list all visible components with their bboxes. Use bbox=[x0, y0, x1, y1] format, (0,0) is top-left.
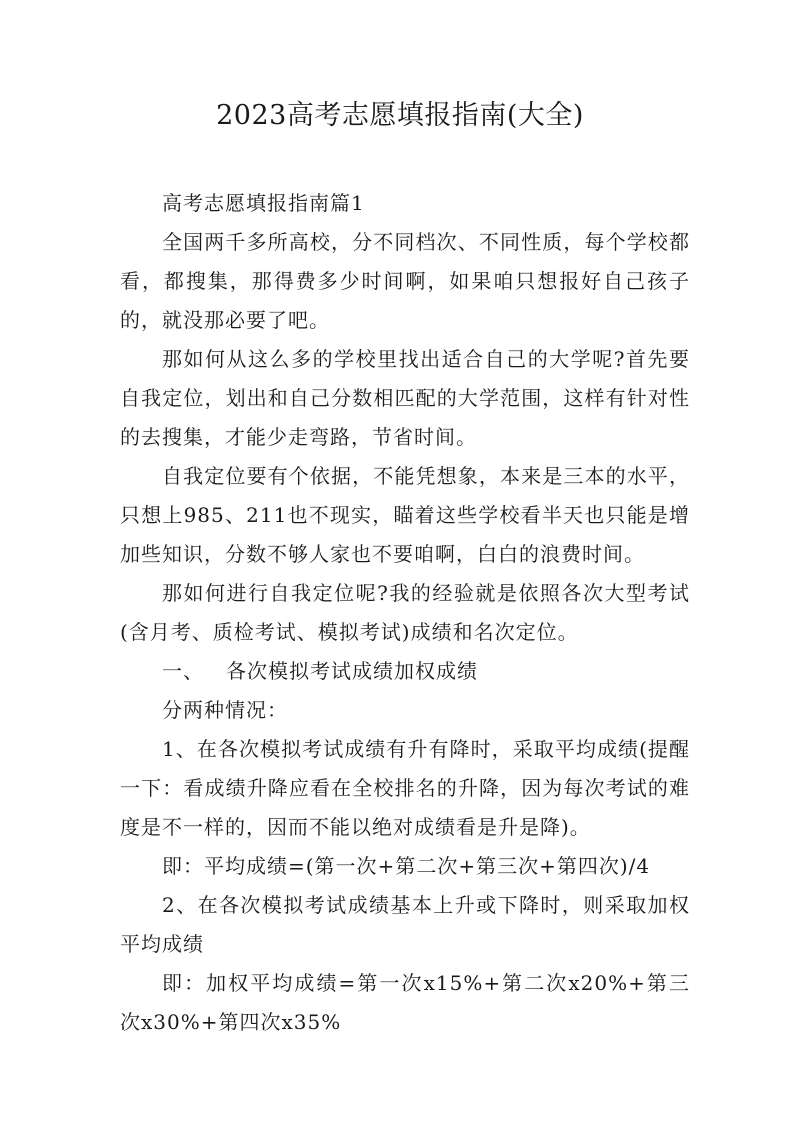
two-cases-label: 分两种情况： bbox=[162, 698, 288, 722]
case-1-paragraph: 1、在各次模拟考试成绩有升有降时，采取平均成绩(提醒一下：看成绩升降应看在全校排名的升降，因为每次考试的难度是不一样的，因而不能以绝对成绩看是升是降)。 bbox=[120, 737, 690, 839]
list-item-text: 各次模拟考试成绩加权成绩 bbox=[226, 659, 478, 683]
case-1-formula: 即：平均成绩=(第一次+第二次+第三次+第四次)/4 bbox=[162, 854, 651, 878]
paragraph: 全国两千多所高校，分不同档次、不同性质，每个学校都看，都搜集，那得费多少时间啊，如果咱只想报好自己孩子的，就没那必要了吧。 bbox=[120, 230, 690, 332]
case-2-formula: 即：加权平均成绩=第一次x15%+第二次x20%+第三次x30%+第四次x35% bbox=[120, 971, 690, 1034]
case-2-paragraph: 2、在各次模拟考试成绩基本上升或下降时，则采取加权平均成绩 bbox=[120, 893, 690, 956]
paragraph: 那如何从这么多的学校里找出适合自己的大学呢?首先要自我定位，划出和自己分数相匹配的大学范围，这样有针对性的去搜集，才能少走弯路，节省时间。 bbox=[120, 347, 690, 449]
document-title: 2023高考志愿填报指南(大全) bbox=[216, 100, 584, 131]
section-heading: 高考志愿填报指南篇1 bbox=[162, 191, 365, 215]
document-body bbox=[120, 184, 690, 1042]
list-marker: 一、 bbox=[162, 659, 204, 683]
list-item-heading bbox=[120, 652, 690, 691]
paragraph: 那如何进行自我定位呢?我的经验就是依照各次大型考试(含月考、质检考试、模拟考试)成绩和名次定位。 bbox=[120, 581, 690, 644]
paragraph: 自我定位要有个依据，不能凭想象，本来是三本的水平，只想上985、211也不现实，瞄着这些学校看半天也只能是增加些知识，分数不够人家也不要咱啊，白白的浪费时间。 bbox=[120, 464, 690, 566]
